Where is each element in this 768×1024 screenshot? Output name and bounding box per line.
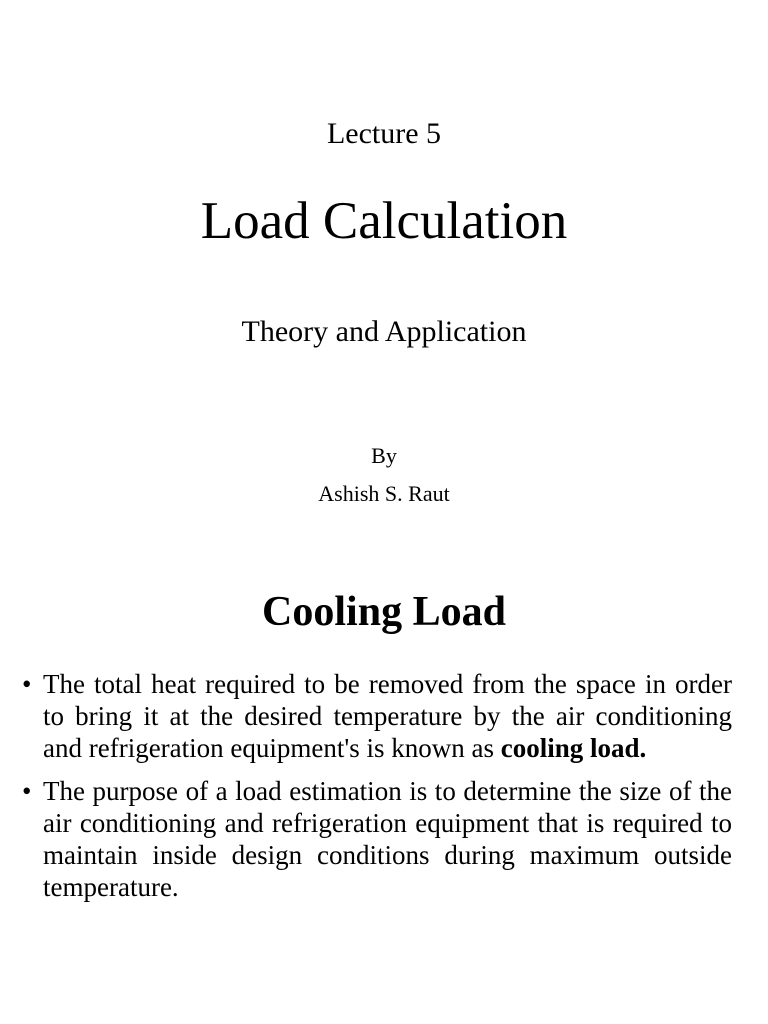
bullet-list [22, 668, 732, 914]
bullet-emphasis-text: cooling load. [500, 733, 647, 763]
list-item [22, 668, 732, 764]
section-heading: Cooling Load [262, 589, 506, 635]
bullet-text: The total heat required to be removed from the space in order to bring it at the desired temperature by the air conditioning and refrigeration equipment's is known as [43, 669, 732, 763]
bullet-icon: • [22, 669, 32, 699]
lecture-number: Lecture 5 [326, 117, 442, 150]
bullet-icon: • [22, 776, 32, 806]
page-title: Load Calculation [200, 192, 568, 250]
list-item [22, 775, 732, 903]
by-label: By [371, 443, 397, 468]
bullet-text: The purpose of a load estimation is to determine the size of the air conditioning and refrigeration equipment that is required to maintain inside design conditions during maximum outside temperature. [43, 776, 732, 902]
page-subtitle: Theory and Application [241, 315, 527, 348]
author-name: Ashish S. Raut [318, 481, 450, 506]
